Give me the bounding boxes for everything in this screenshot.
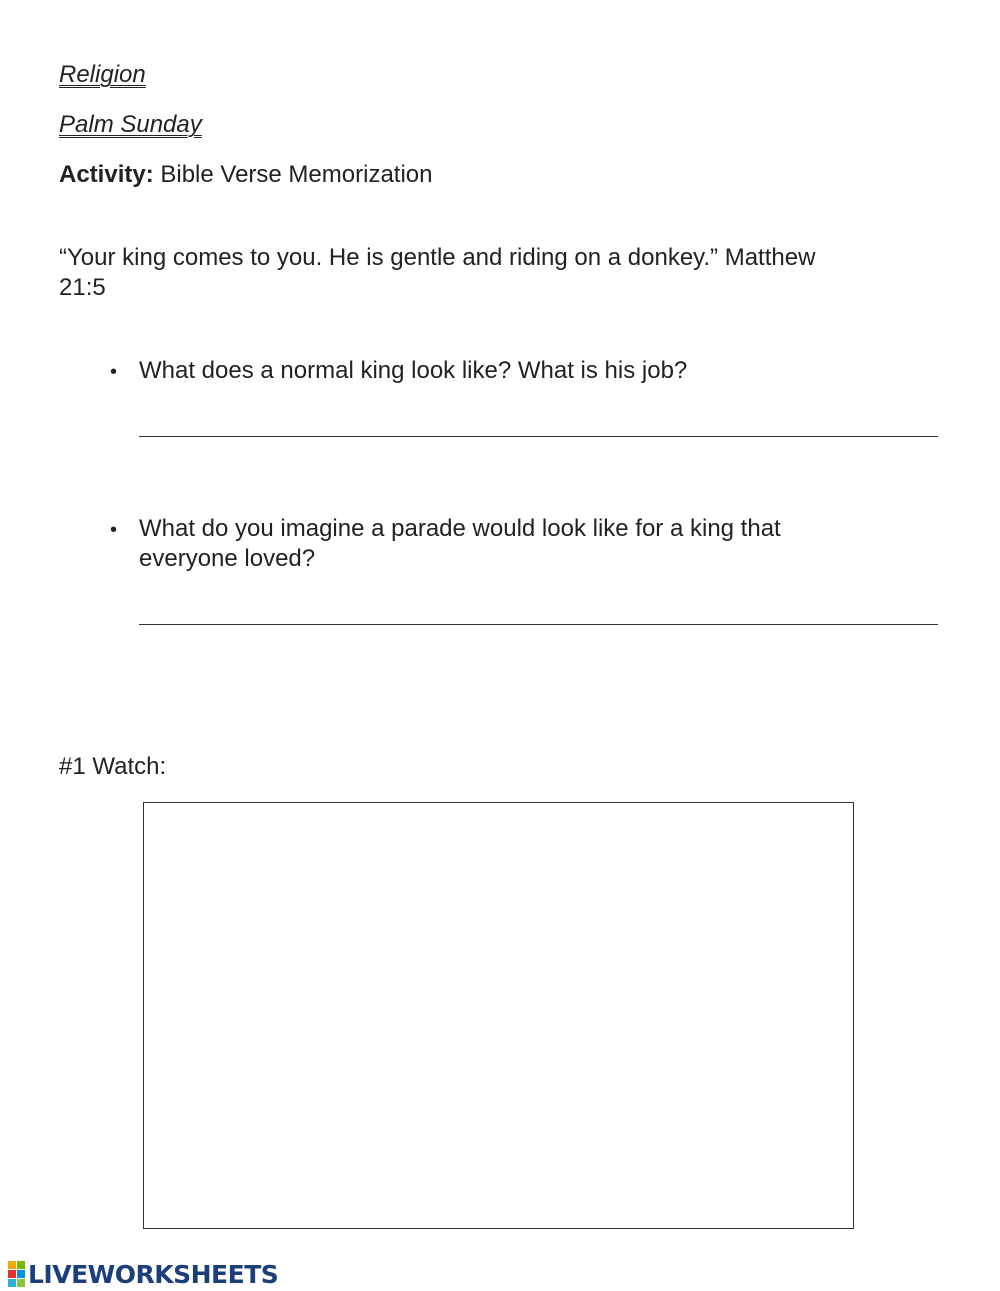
activity-text: Bible Verse Memorization [160,161,433,188]
logo-square [8,1261,16,1269]
liveworksheets-logo [8,1260,278,1288]
verse-line-2: 21:5 [59,274,106,301]
bullet-icon: • [110,361,118,383]
subject-heading: Religion [59,61,146,88]
question-2-text-line-2: everyone loved? [139,545,316,572]
logo-square [8,1270,16,1278]
logo-text: LIVEWORKSHEETS [28,1259,279,1289]
topic-heading: Palm Sunday [59,111,202,138]
answer-line-1[interactable] [139,436,938,437]
question-2-text-line-1: What do you imagine a parade would look like for a king that [139,515,781,542]
video-frame[interactable] [143,802,854,1229]
watch-label: #1 Watch: [59,753,167,780]
bullet-icon: • [110,519,118,541]
logo-square [17,1270,25,1278]
activity-line [59,160,432,190]
logo-square [17,1261,25,1269]
answer-line-2[interactable] [139,624,938,625]
verse-line-1: “Your king comes to you. He is gentle and riding on a donkey.” Matthew [59,244,816,271]
activity-label: Activity: [59,161,154,188]
logo-square [17,1279,25,1287]
question-1-text: What does a normal king look like? What is his job? [139,357,688,384]
logo-icon [8,1261,25,1287]
logo-square [8,1279,16,1287]
